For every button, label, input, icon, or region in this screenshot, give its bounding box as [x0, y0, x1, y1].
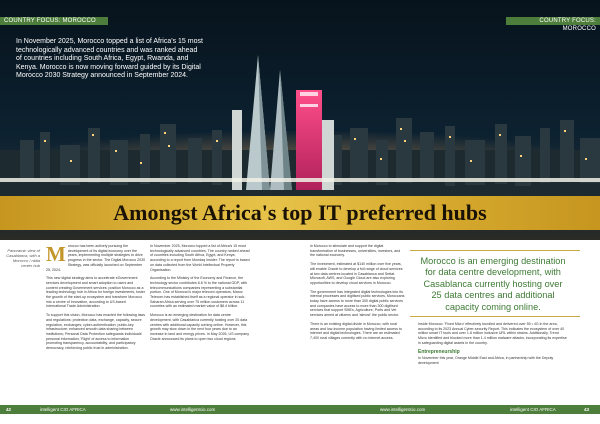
- body-paragraph: Morocco has been actively pursuing the development of its digital economy over the years, implementing multiple strategies to drive progress in the sector. The Digital Morocco 2030 Strategy, was officially launched on September 25, 2024.: [46, 242, 146, 272]
- body-paragraph: Morocco is an emerging destination for data centre development, with Casablanca currently hosting over 20 data centres with additional capacity coming online. However, this growth may slow down in the next four years due to an increase in land and energy prices. In May 2026, US company Oracle announced its plans to open two cloud regions: [150, 313, 250, 341]
- body-column-3: [310, 244, 406, 345]
- body-paragraph: There is an existing digital divide in Morocco, with rural areas and low-income population having limited access to internet and digital technologies. There are an estimated 7,400 rural villages currently with no internet access.: [310, 321, 402, 340]
- body-paragraph: Inside Morocco: 'Fixed Micro' effectively bundled and delivered over 55 • 4G in the area, according to its 2023 Annual Cyber-security Report. This indicates the ecosystem of over 40 million smart IT tools and over 1.8 million inclusive URL within strains. Additionally, Trend Micro identified and blocked more than 1.4 million malware attacks, incorporating its expertise in safeguarding digital assets in the country.: [418, 322, 567, 345]
- section-subhead: Entrepreneurship: [418, 348, 460, 355]
- page-number-left: 42: [6, 407, 12, 412]
- section-tag-left: COUNTRY FOCUS: MOROCCO: [0, 17, 108, 25]
- publication-name-left: intelligent CIO AFRICA: [40, 407, 86, 412]
- body-paragraph: In November 2025, Morocco topped a list of Africa's 15 most technologically advanced countries. The country ranked ahead of countries including South Africa, Egypt, and Kenya, according to a report from Mondaq Insider. The report is based on data collected from the World Intellectual Property Organisation.: [150, 244, 250, 272]
- body-paragraph: The investment, estimated at $140 million over five years, will enable Oracle to develop a full range of cloud services at two data centres located in Casablanca and Settat. Microsoft, AWS, and Google Cloud are also exploring opportunities to develop cloud services in Morocco.: [310, 262, 403, 285]
- body-column-4: [418, 322, 568, 370]
- body-paragraph: To support this vision, Morocco has enacted the following laws and regulations: protection data, exchange, capacity, secure regulation, exchanges; cyber-authentication; public-key infrastructure; enhanced smooth data sharing between institutions; Personal Data Protection safeguards individuals' personal information; 'Right' of access to information promoting transparency, accountability, and participatory democracy, reinforcing public trust in administration.: [46, 313, 146, 351]
- page-footer: [0, 405, 600, 414]
- pink-lit-tower: [296, 90, 322, 190]
- section-tag-right: COUNTRY FOCUS: MOROCCO: [506, 17, 600, 25]
- pullquote-rule-top: [410, 250, 580, 251]
- photo-caption: Panoramic view of Casablanca, with a Morocco / nidia center hub: [6, 248, 40, 268]
- body-paragraph: in Morocco to stimulate and support the digital transformation of businesses, universities, investors, and the national economy.: [310, 244, 401, 258]
- body-paragraph: This new digital strategy aims to accelerate eGovernment services development and smart adoption to users and content creating Government services; position Morocco as a leading technology hub in Africa for foreign investments; foster the growth of the start-up ecosystem and transform Morocco into a centre of innovation, according to US-based International Trade Administration.: [46, 276, 146, 309]
- body-column-1: [46, 244, 146, 355]
- pullquote-rule-bottom: [410, 316, 580, 317]
- body-paragraph: According to the Ministry of the Economy and Finance, the technology sector contributes 6.6 % to the national GDP, with telecommunications companies representing a substantial portion. One of Morocco's major telecom operators, Maroc Telecom has established itself as a regional operator in sub-Saharan Africa serving over 75 million customers across 11 countries with an estimated market value of $8.4 billion.: [150, 276, 248, 309]
- drop-cap: M: [46, 242, 66, 266]
- body-paragraph: The government has integrated digital technologies into its internal processes and digitised public services. Moroccans today have access to more than 300 digital public services and companies have access to more than 300 digitised services that support SMEs, Agriculture, Ports and Vet services aimed at citizens and 'almost' the public sector.: [310, 289, 405, 318]
- publication-name-right: intelligent CIO AFRICA: [510, 407, 556, 412]
- website-url-right: www.intelligentcio.com: [380, 407, 426, 412]
- body-column-2: [150, 244, 250, 345]
- article-headline: Amongst Africa's top IT preferred hubs: [113, 200, 487, 225]
- body-paragraph: In November this year, Orange Middle East and Africa, in partnership with the Deputy development: [418, 356, 554, 365]
- intro-paragraph: In November 2025, Morocco topped a list of Africa's 15 most technologically advanced countries and was ranked ahead of countries including South Africa, Egypt, Rwanda, and Kenya. Morocco is now moving forward guided by its Digital Morocco 2030 Strategy announced in September 2024.: [16, 38, 203, 80]
- pull-quote: Morocco is an emerging destination for data centre development, with Casablanca currently hosting over 25 data centres and additional capacity coming online.: [420, 256, 566, 312]
- page-number-right: 43: [584, 407, 590, 412]
- website-url-left: www.intelligentcio.com: [170, 407, 216, 412]
